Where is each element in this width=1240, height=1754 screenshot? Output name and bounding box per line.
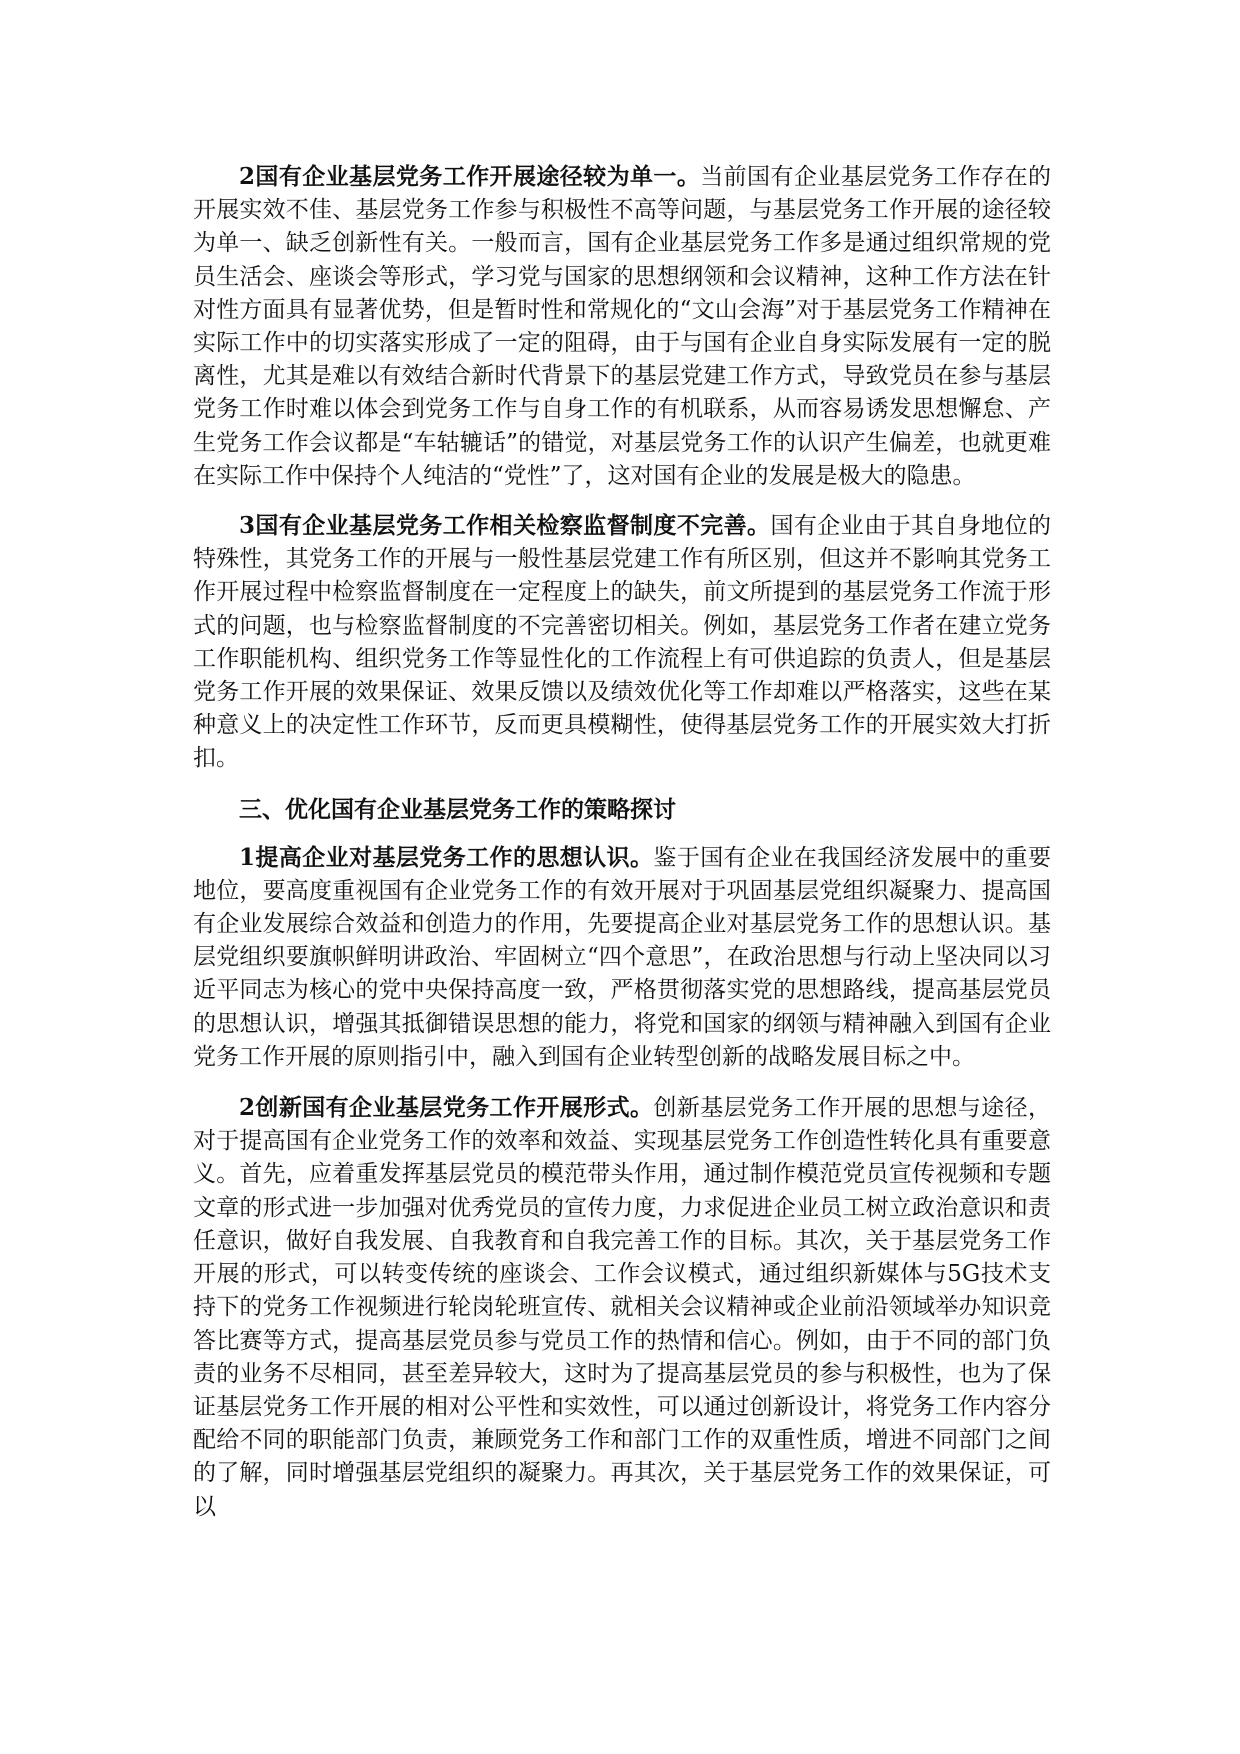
paragraph-lead: 2国有企业基层党务工作开展途径较为单一。 (239, 163, 701, 190)
document-body (193, 160, 1051, 1541)
paragraph-text: 国有企业由于其自身地位的特殊性，其党务工作的开展与一般性基层党建工作有所区别，但这并不影响其党务工作开展过程中检察监督制度在一定程度上的缺失，前文所提到的基层党务工作流于形式的问题，也与检察监督制度的不完善密切相关。例如，基层党务工作者在建立党务工作职能机构、组织党务工作等显性化的工作流程上有可供追踪的负责人，但是基层党务工作开展的效果保证、效果反馈以及绩效优化等工作却难以严格落实，这些在某种意义上的决定性工作环节，反而更具模糊性，使得基层党务工作的开展实效大打折扣。 (193, 513, 1051, 772)
paragraph-ideological-awareness (193, 841, 1051, 1074)
paragraph-text: 创新基层党务工作开展的思想与途径，对于提高国有企业党务工作的效率和效益、实现基层党务工作创造性转化具有重要意义。首先，应着重发挥基层党员的模范带头作用，通过制作模范党员宣传视频和专题文章的形式进一步加强对优秀党员的宣传力度，力求促进企业员工树立政治意识和责任意识，做好自我发展、自我教育和自我完善工作的目标。其次，关于基层党务工作开展的形式，可以转变传统的座谈会、工作会议模式，通过组织新媒体与5G技术支持下的党务工作视频进行轮岗轮班宣传、就相关会议精神或企业前沿领域举办知识竞答比赛等方式，提高基层党员参与党员工作的热情和信心。例如，由于不同的部门负责的业务不尽相同，甚至差异较大，这时为了提高基层党员的参与积极性，也为了保证基层党务工作开展的相对公平性和实效性，可以通过创新设计，将党务工作内容分配给不同的职能部门负责，兼顾党务工作和部门工作的双重性质，增进不同部门之间的了解，同时增强基层党组织的凝聚力。再其次，关于基层党务工作的效果保证，可以 (193, 1095, 1052, 1520)
paragraph-lead: 1提高企业对基层党务工作的思想认识。 (239, 843, 654, 871)
paragraph-single-approach (193, 160, 1051, 493)
paragraph-text: 鉴于国有企业在我国经济发展中的重要地位，要高度重视国有企业党务工作的有效开展对于巩固基层党组织凝聚力、提高国有企业发展综合效益和创造力的作用，先要提高企业对基层党务工作的思想认识。基层党组织要旗帜鲜明讲政治、牢固树立“四个意思”，在政治思想与行动上坚决同以习近平同志为核心的党中央保持高度一致，严格贯彻落实党的思想路线，提高基层党员的思想认识，增强其抵御错误思想的能力，将党和国家的纲领与精神融入到国有企业党务工作开展的原则指引中，融入到国有企业转型创新的战略发展目标之中。 (193, 844, 1052, 1070)
section-heading: 三、优化国有企业基层党务工作的策略探讨 (239, 796, 676, 823)
paragraph-innovate-forms (193, 1091, 1051, 1524)
paragraph-supervision-system (193, 509, 1051, 776)
paragraph-text: 当前国有企业基层党务工作存在的开展实效不佳、基层党务工作参与积极性不高等问题，与基层党务工作开展的途径较为单一、缺乏创新性有关。一般而言，国有企业基层党务工作多是通过组织常规的党员生活会、座谈会等形式，学习党与国家的思想纲领和会议精神，这种工作方法在针对性方面具有显著优势，但是暂时性和常规化的“文山会海”对于基层党务工作精神在实际工作中的切实落实形成了一定的阻碍，由于与国有企业自身实际发展有一定的脱离性，尤其是难以有效结合新时代背景下的基层党建工作方式，导致党员在参与基层党务工作时难以体会到党务工作与自身工作的有机联系，从而容易诱发思想懈怠、产生党务工作会议都是“车轱辘话”的错觉，对基层党务工作的认识产生偏差，也就更难在实际工作中保持个人纯洁的“党性”了，这对国有企业的发展是极大的隐患。 (193, 164, 1051, 489)
paragraph-lead: 2创新国有企业基层党务工作开展形式。 (239, 1094, 654, 1122)
paragraph-lead: 3国有企业基层党务工作相关检察监督制度不完善。 (239, 512, 771, 540)
